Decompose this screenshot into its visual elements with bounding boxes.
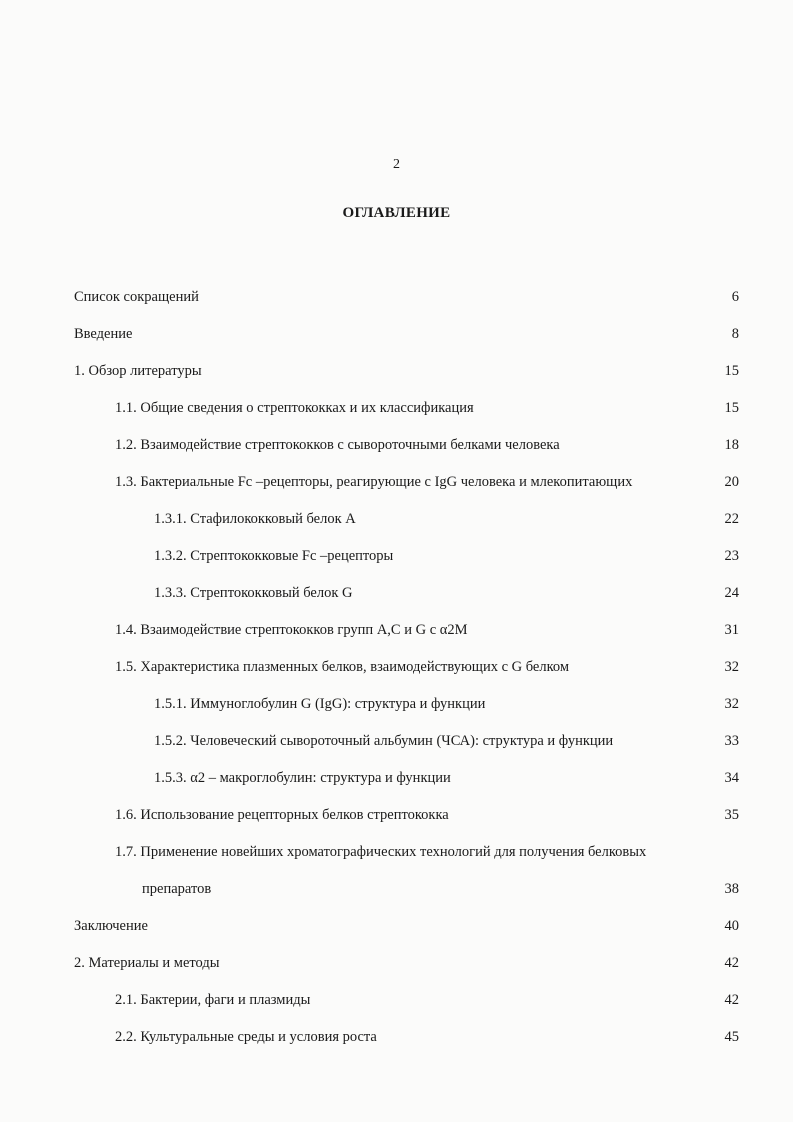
toc-entry: [0, 840, 793, 864]
toc-entry-label: 1.3.2. Стрептококковые Fc –рецепторы: [154, 548, 394, 564]
toc-entry: [0, 544, 793, 568]
toc-entry-page: 15: [724, 363, 739, 379]
toc-entry-page: 45: [724, 1029, 739, 1045]
toc-entry-label: 1.3.1. Стафилококковый белок А: [154, 511, 356, 527]
toc-entry: [0, 581, 793, 605]
toc-entry-label: 1.1. Общие сведения о стрептококках и их классификация: [115, 400, 474, 416]
toc-entry-label: 1. Обзор литературы: [74, 363, 202, 379]
toc-entry-page: 15: [724, 400, 739, 416]
toc-entry: [0, 396, 793, 420]
toc-entry-page: 31: [724, 622, 739, 638]
toc-entry: [0, 507, 793, 531]
toc-entry-page: 35: [724, 807, 739, 823]
toc-entry-label: 1.4. Взаимодействие стрептококков групп А,С и G с α2M: [115, 622, 468, 638]
toc-entry: [0, 914, 793, 938]
toc-entry-label: 1.5.3. α2 – макроглобулин: структура и функции: [154, 770, 451, 786]
toc-entry-page: 22: [724, 511, 739, 527]
toc-entry-label: 1.6. Использование рецепторных белков стрептококка: [115, 807, 449, 823]
toc-entry-page: 32: [724, 659, 739, 675]
toc-entry-label: Список сокращений: [74, 289, 199, 305]
toc-entry-label: 2.1. Бактерии, фаги и плазмиды: [115, 992, 311, 1008]
toc-entry-label: 1.5. Характеристика плазменных белков, взаимодействующих с G белком: [115, 659, 570, 675]
toc-entry: [0, 285, 793, 309]
toc-entry-label: 1.3. Бактериальные Fc –рецепторы, реагирующие с IgG человека и млекопитающих: [115, 474, 633, 490]
toc-entry-label: 1.5.2. Человеческий сывороточный альбумин (ЧСА): структура и функции: [154, 733, 614, 749]
toc-entry-label: 1.3.3. Стрептококковый белок G: [154, 585, 353, 601]
toc-entry-page: 23: [724, 548, 739, 564]
toc-entry-label: 1.5.1. Иммуноглобулин G (IgG): структура и функции: [154, 696, 486, 712]
toc-entry: [0, 655, 793, 679]
toc-entry-label: 2.2. Культуральные среды и условия роста: [115, 1029, 377, 1045]
toc-entry: [0, 729, 793, 753]
toc-entry: [0, 470, 793, 494]
toc-entry-page: 32: [724, 696, 739, 712]
toc-entry: [0, 359, 793, 383]
toc-entry-page: 18: [724, 437, 739, 453]
toc-entry-label: Заключение: [74, 918, 148, 934]
toc-entry-label: препаратов: [142, 881, 212, 897]
toc-entry-label: 1.2. Взаимодействие стрептококков с сывороточными белками человека: [115, 437, 560, 453]
toc-entry: [0, 951, 793, 975]
page-title: ОГЛАВЛЕНИЕ: [342, 205, 451, 221]
toc-entry-page: 6: [731, 289, 739, 305]
toc-entry-page: 24: [724, 585, 739, 601]
toc-entry-page: 20: [724, 474, 739, 490]
toc-entry: [0, 433, 793, 457]
toc-entry: [0, 692, 793, 716]
toc-entry-label: 2. Материалы и методы: [74, 955, 220, 971]
toc-entry-label: Введение: [74, 326, 133, 342]
toc-entry-page: 38: [724, 881, 739, 897]
toc-entry: [0, 803, 793, 827]
toc-entry: [0, 618, 793, 642]
toc-entry: [0, 1025, 793, 1049]
toc-entry: [0, 766, 793, 790]
toc-entry-label: 1.7. Применение новейших хроматографических технологий для получения белковых: [115, 844, 647, 860]
toc-entry: [0, 322, 793, 346]
toc-entry-page: 8: [731, 326, 739, 342]
toc-entry-page: 34: [724, 770, 739, 786]
toc-entry: [0, 877, 793, 901]
toc-entry-page: 40: [724, 918, 739, 934]
toc-entry: [0, 988, 793, 1012]
page-number: 2: [393, 157, 400, 172]
toc-entry-page: 42: [724, 992, 739, 1008]
toc-entry-page: 33: [724, 733, 739, 749]
toc-entry-page: 42: [724, 955, 739, 971]
